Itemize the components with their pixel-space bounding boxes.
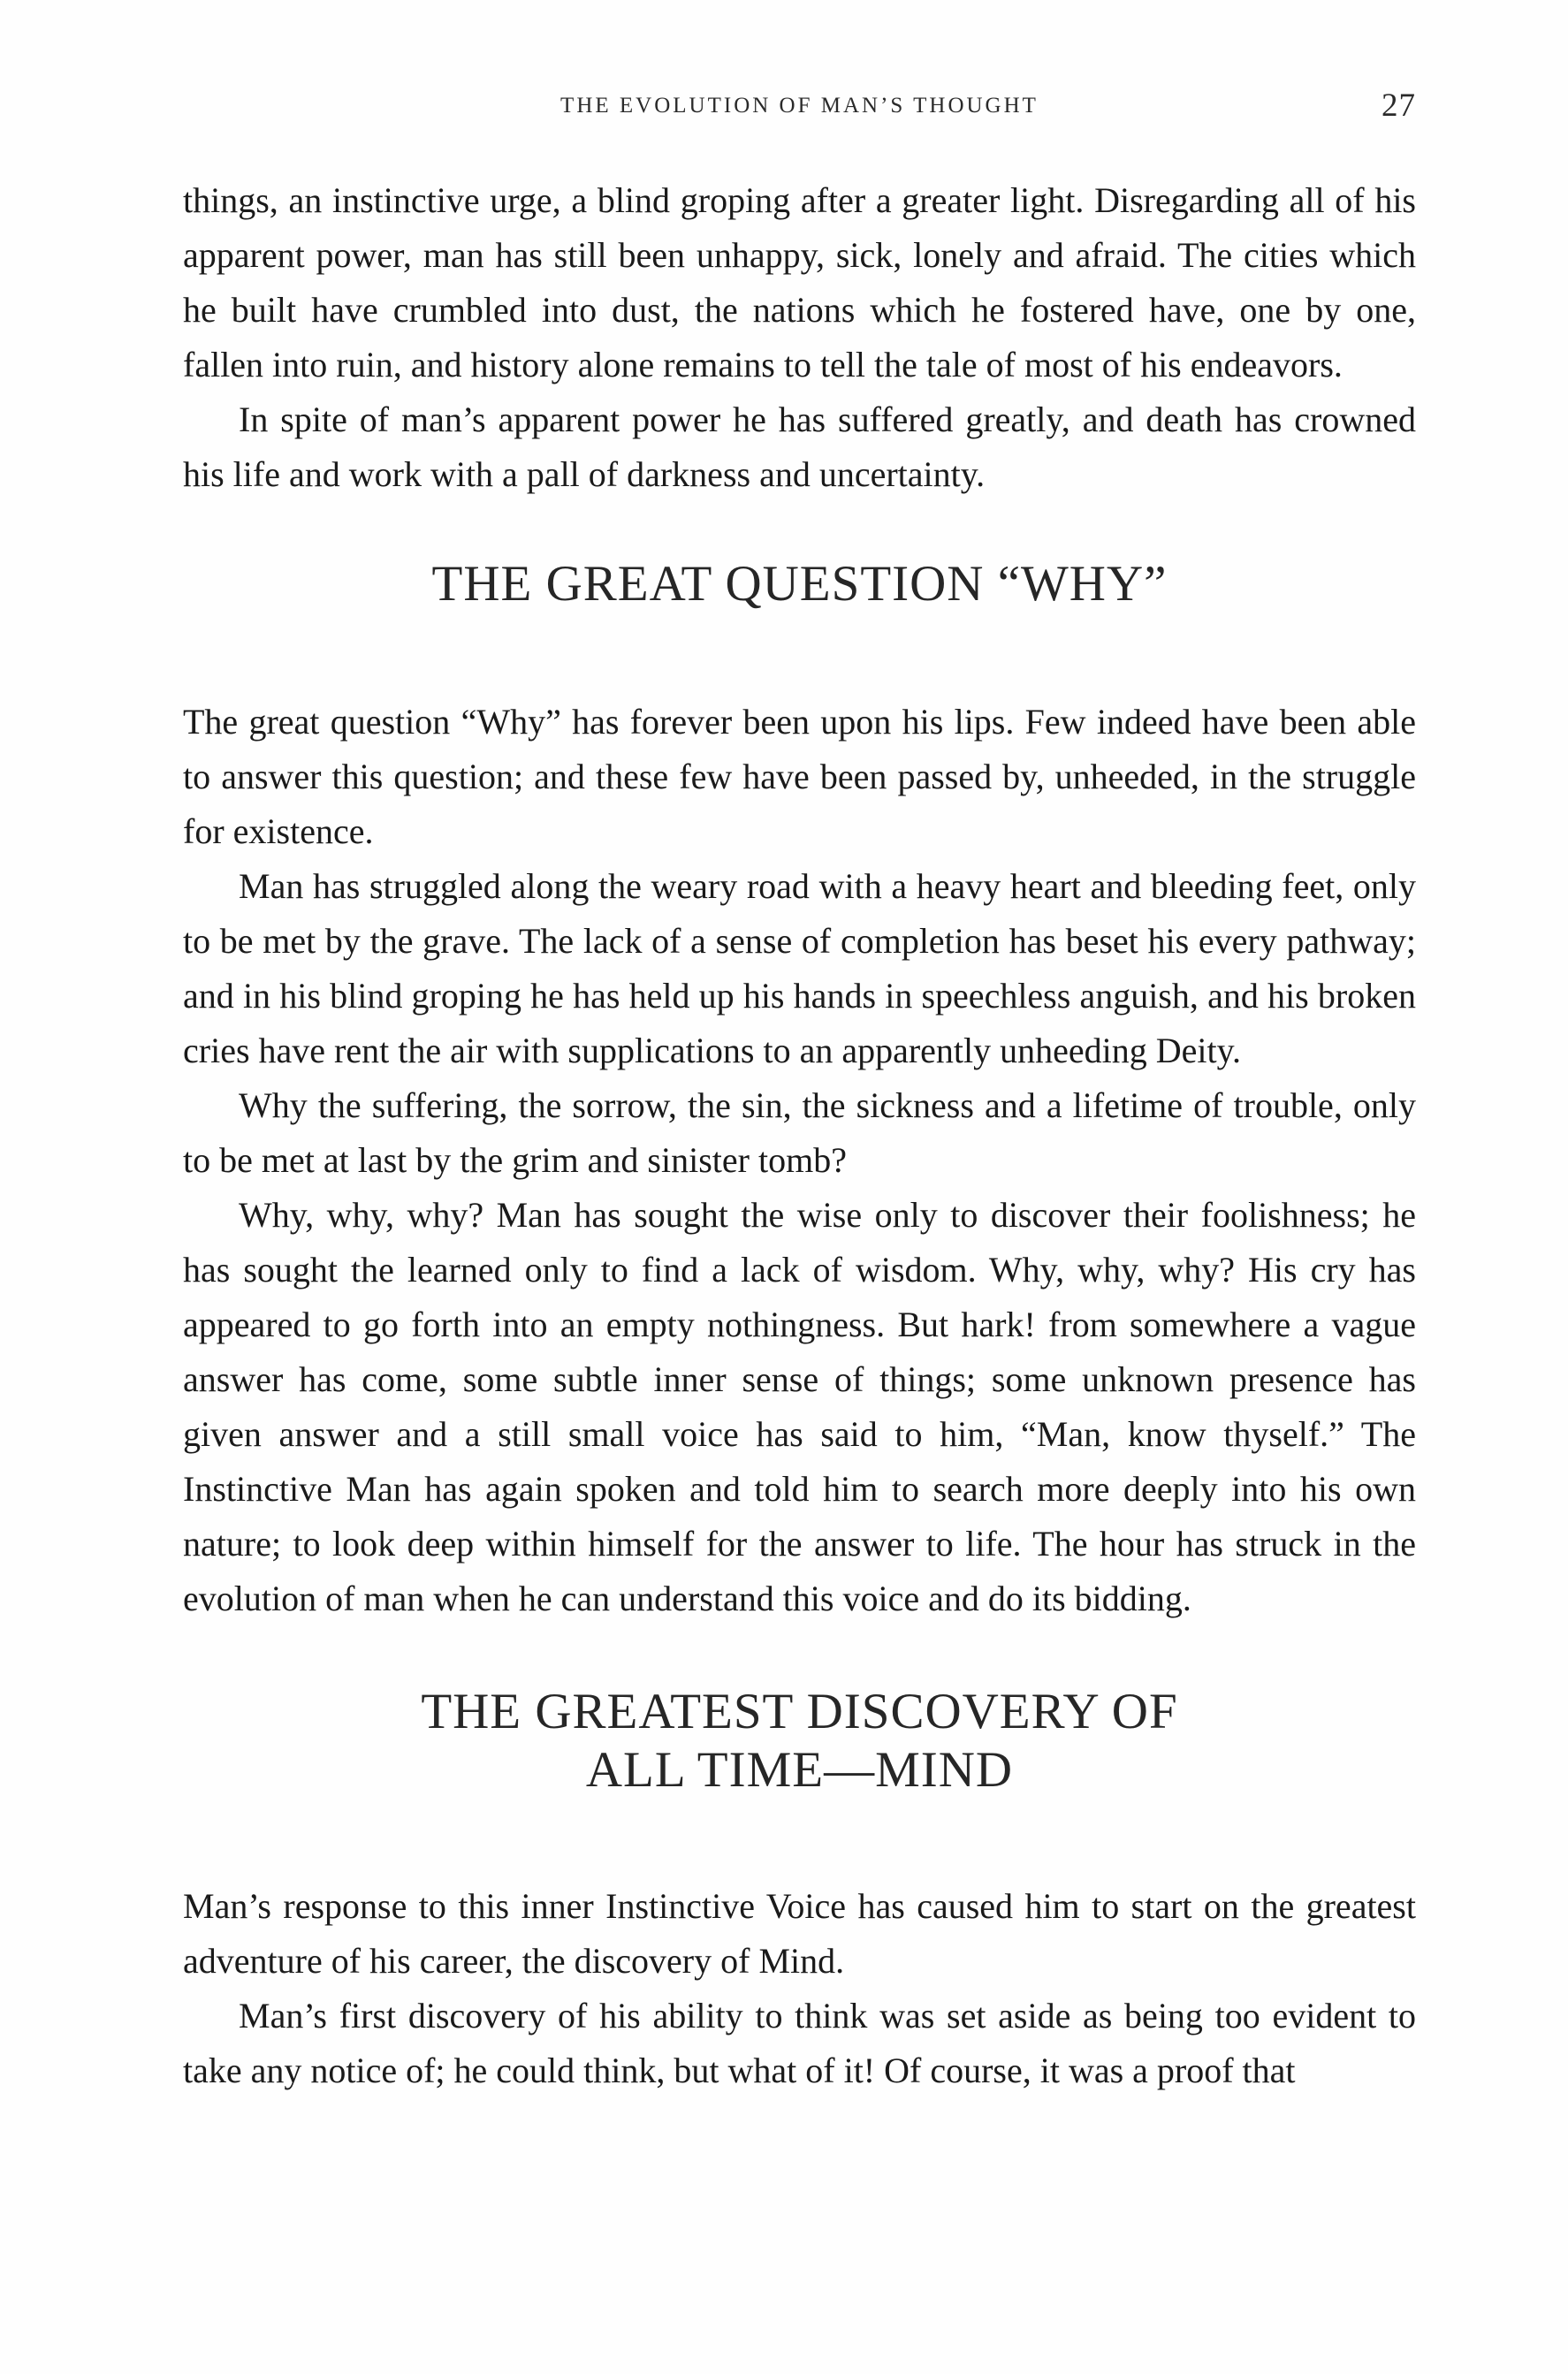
paragraph: In spite of man’s apparent power he has suffered greatly, and death has crowned his life and work with a pall of darkness and uncertainty. [183, 399, 1416, 494]
paragraph: Man’s first discovery of his ability to think was set aside as being too evident to take any notice of; he could think, but what of it! Of course, it was a proof that [183, 1996, 1416, 2090]
paragraph-section-opening: The great question “Why” has forever been upon his lips. Few indeed have been able to answer this question; and these few have been passed by, unheeded, in the struggle for existence. [183, 702, 1416, 851]
running-title: THE EVOLUTION OF MAN’S THOUGHT [560, 94, 1039, 118]
running-header [183, 87, 1416, 122]
page-number: 27 [1382, 88, 1416, 124]
paragraph: Why the suffering, the sorrow, the sin, the sickness and a lifetime of trouble, only to be met at last by the grim and sinister tomb? [183, 1085, 1416, 1180]
page-body [183, 173, 1416, 2098]
paragraph: Man has struggled along the weary road with a heavy heart and bleeding feet, only to be met by the grave. The lack of a sense of completion has beset his every pathway; and in his blind groping he has held up his hands in speechless anguish, and his broken cries have rent the air with supplications to an apparently unheeding Deity. [183, 866, 1416, 1070]
section-heading-greatest-discovery: THE GREATEST DISCOVERY OF ALL TIME—MIND [421, 1684, 1178, 1798]
paragraph-continued: things, an instinctive urge, a blind groping after a greater light. Disregarding all of his apparent power, man has still been unhappy, sick, lonely and afraid. The cities which he built have crumbled into dust, the nations which he fostered have, one by one, fallen into ruin, and history alone remains to tell the tale of most of his endeavors. [183, 180, 1416, 384]
section-heading-great-question: THE GREAT QUESTION “WHY” [431, 556, 1168, 612]
paragraph-section-opening: Man’s response to this inner Instinctive Voice has caused him to start on the greatest adventure of his career, the discovery of Mind. [183, 1886, 1416, 1981]
paragraph: Why, why, why? Man has sought the wise only to discover their foolishness; he has sought the learned only to find a lack of wisdom. Why, why, why? His cry has appeared to go forth into an empty nothingness. But hark! from somewhere a vague answer has come, some subtle inner sense of things; some unknown presence has given answer and a still small voice has said to him, “Man, know thyself.” The Instinctive Man has again spoken and told him to search more deeply into his own nature; to look deep within himself for the answer to life. The hour has struck in the evolution of man when he can understand this voice and do its bidding. [183, 1195, 1416, 1618]
